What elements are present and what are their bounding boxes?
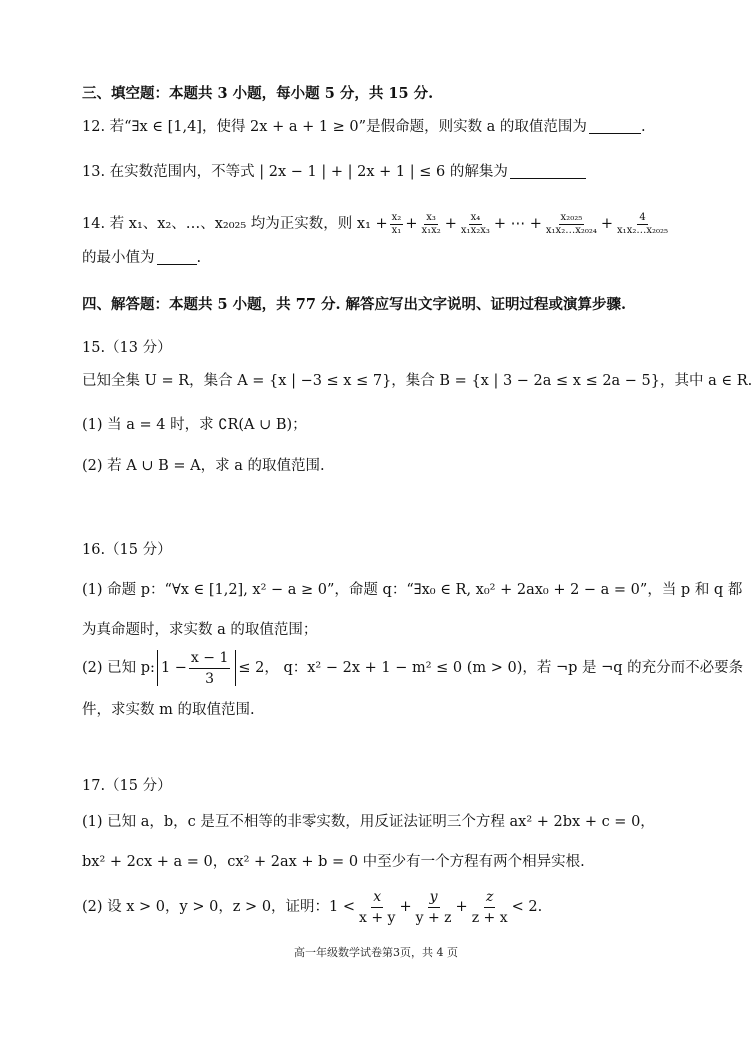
fraction: $\frac{y}{y + z}$ [415, 888, 452, 926]
fraction: $\frac{\text{x₂}}{\text{x₁}}$ [391, 211, 402, 236]
question-15-stem: 已知全集 U = R，集合 A = {x | −3 ≤ x ≤ 7}，集合 B = {x | 3 − 2a ≤ x ≤ 2a − 5}，其中 a ∈ R. [82, 373, 752, 389]
fraction: $\frac{x}{x + y}$ [359, 888, 396, 926]
question-17-title: 17.（15 分） [82, 778, 172, 794]
question-14-text: 14. 若 x₁、x₂、…、x₂₀₂₅ 均为正实数，则 x₁ + [82, 216, 388, 232]
answer-blank-12[interactable] [589, 117, 641, 134]
fraction: $\frac{x - 1}{3}$ [190, 649, 229, 687]
fraction: $\frac{z}{z + x}$ [471, 888, 508, 926]
question-12: 12. 若“∃x ∈ [1,4]，使得 2x + a + 1 ≥ 0”是假命题，则实数 a 的取值范围为 . [82, 119, 646, 135]
question-16-title: 16.（15 分） [82, 542, 172, 558]
page-footer: 高一年级数学试卷第3页，共 4 页 [294, 946, 458, 959]
absolute-value: 1 − $\frac{x - 1}{3}$ [157, 650, 236, 686]
question-13-text: 13. 在实数范围内，不等式 | 2x − 1 | + | 2x + 1 | ≤ 6 的解集为 [82, 164, 508, 180]
question-16-part2: (2) 已知 p: 1 − $\frac{x - 1}{3}$ ≤ 2， q：x² − 2x + 1 − m² ≤ 0 (m > 0)，若 ¬p 是 ¬q 的充分而不必要条 [82, 649, 744, 687]
fraction: $\frac{\text{x₄}}{\text{x₁x₂x₃}}$ [460, 211, 490, 236]
question-15-part2: (2) 若 A ∪ B = A，求 a 的取值范围. [82, 458, 325, 474]
question-16-part1-continued: 为真命题时，求实数 a 的取值范围； [82, 622, 318, 638]
answer-blank-14[interactable] [157, 248, 197, 265]
section4-heading: 四、解答题：本题共 5 小题，共 77 分. 解答应写出文字说明、证明过程或演算步骤. [82, 296, 627, 313]
question-17-part1: (1) 已知 a，b，c 是互不相等的非零实数，用反证法证明三个方程 ax² + 2bx + c = 0， [82, 814, 655, 830]
question-16-part2-continued: 件，求实数 m 的取值范围. [82, 702, 255, 718]
question-12-text: 12. 若“∃x ∈ [1,4]，使得 2x + a + 1 ≥ 0”是假命题，则实数 a 的取值范围为 [82, 119, 587, 135]
question-15-title: 15.（13 分） [82, 340, 172, 356]
question-15-part1: (1) 当 a = 4 时，求 ∁R(A ∪ B)； [82, 417, 307, 433]
question-17-part2: (2) 设 x > 0，y > 0，z > 0，证明：1 < $\frac{x}{x + y}$ + $\frac{y}{y + z}$ + $\frac{z}{z + x}$ < 2. [82, 888, 543, 926]
answer-blank-13[interactable] [510, 162, 586, 179]
question-17-part1-continued: bx² + 2cx + a = 0，cx² + 2ax + b = 0 中至少有一个方程有两个相异实根. [82, 854, 585, 870]
fraction: $\frac{\text{x₃}}{\text{x₁x₂}}$ [421, 211, 441, 236]
question-16-part1: (1) 命题 p：“∀x ∈ [1,2], x² − a ≥ 0”，命题 q：“∃x₀ ∈ R, x₀² + 2ax₀ + 2 − a = 0”，当 p 和 q 都 [82, 582, 743, 598]
fraction: $\frac{\text{x₂₀₂₅}}{\text{x₁x₂…x₂₀₂₄}}$ [545, 211, 597, 236]
section3-heading: 三、填空题：本题共 3 小题，每小题 5 分，共 15 分. [82, 85, 434, 102]
question-14-continued: 的最小值为 . [82, 250, 202, 266]
fraction: $\frac{4}{\text{x₁x₂…x₂₀₂₅}}$ [617, 211, 669, 236]
question-13 [82, 162, 692, 182]
question-14: 14. 若 x₁、x₂、…、x₂₀₂₅ 均为正实数，则 x₁ + $\frac{\text{x₂}}{\text{x₁}}$ + $\frac{\text{x₃}}{\text{x₁x₂}}$ + $\frac{\text{x₄}}{\text{x₁x₂x₃}}$ + ⋯ + $\frac{\text{x₂₀₂₅}}{\text{x₁x₂…x₂₀₂₄}}$ + $\frac{4}{\text{x₁x₂…x₂₀₂₅}}$ [82, 211, 669, 236]
